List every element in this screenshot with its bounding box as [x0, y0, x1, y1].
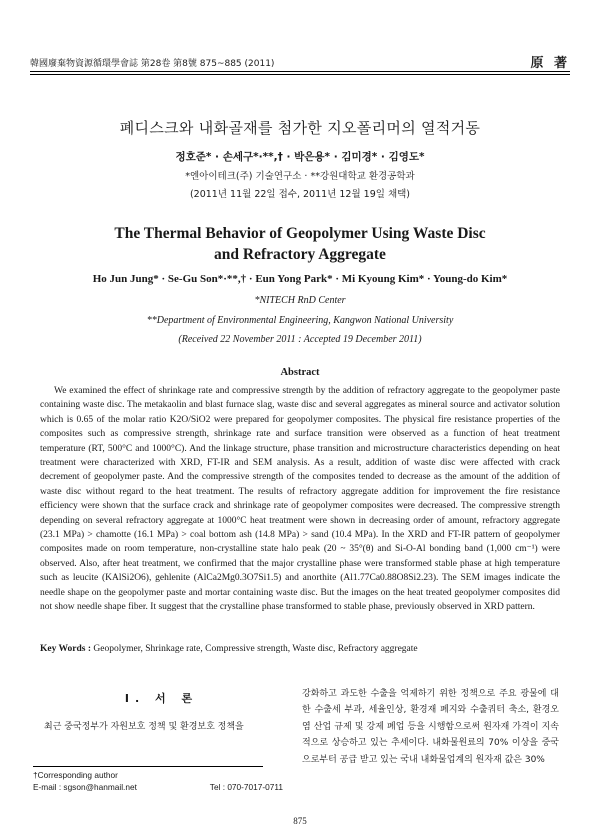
english-affiliation-2: **Department of Environmental Engineering, Kangwon National University [146, 315, 454, 326]
article-type-tag: 原 著 [530, 56, 570, 71]
english-affiliation-1: *NITECH RnD Center [254, 295, 346, 306]
footnote-corresponding-label: †Corresponding author [33, 770, 118, 780]
keywords-list: Geopolymer, Shrinkage rate, Compressive strength, Waste disc, Refractory aggregate [93, 644, 418, 654]
header-rule-thick [30, 71, 570, 72]
running-header [30, 52, 570, 70]
page-number: 875 [293, 816, 307, 826]
footnote-rule [33, 766, 263, 767]
english-received-date: (Received 22 November 2011 : Accepted 19 December 2011) [178, 334, 422, 345]
english-title-line-1: The Thermal Behavior of Geopolymer Using Waste Disc [114, 225, 486, 242]
abstract-heading: Abstract [280, 367, 320, 378]
korean-title: 폐디스크와 내화골재를 첨가한 지오폴리머의 열적거동 [119, 119, 481, 137]
footnote-email: E-mail : sgson@hanmail.net [33, 781, 137, 792]
intro-paragraph-right: 강화하고 과도한 수출을 억제하기 위한 정책으로 주요 광물에 대한 수출세 부과, 세율인상, 환경재 폐지와 수출쿼터 축소, 환경오염 산업 규제 및 강제 폐업 등을 시행함으로써 원자재 가격이 지속적으로 상승하고 있는 추세이다. 내화물원료의 70% 이상을 중국으로부터 공급 받고 있는 국내 내화물업계의 원자재 값은 30% [302, 689, 559, 765]
header-rule-thin [30, 74, 570, 75]
body-left-column [33, 686, 290, 735]
english-authors: Ho Jun Jung* · Se-Gu Son*·**,† · Eun Yong Park* · Mi Kyoung Kim* · Young-do Kim* [92, 273, 508, 285]
abstract-body [40, 384, 560, 615]
section-heading-introduction: I. 서 론 [124, 692, 199, 705]
footnote-telephone: Tel : 070-7017-0711 [209, 781, 283, 792]
keywords [40, 644, 560, 654]
english-title-line-2: and Refractory Aggregate [214, 246, 386, 263]
english-title [30, 223, 570, 265]
corresponding-author-footnote [33, 770, 283, 793]
journal-citation: 韓國廢棄物資源循環學會誌 第28卷 第8號 875~885 (2011) [30, 59, 275, 69]
body-right-column [302, 686, 559, 768]
abstract-text: We examined the effect of shrinkage rate and compressive strength by the addition of refractory aggregate to the geopolymer paste containing waste disc. The metakaolin and blast furnace slag, waste disc and several aggregates as mineral source and activator solution which is 0.65 of the molar ratio K2O/SiO2 were prepared for geopolymer composites. The physical fire resistance properties of the composites such as compressive strength, shrinkage rate and surface transition were observed as a function of heat treatment temperature (RT, 500°C and 1000°C). And the linkage structure, phase transition and microstructure characteristics depending on heat treatment were characterized with XRD, FT-IR and SEM analysis. As a result, addition of waste disc were affected with crack decrement of geopolymer paste. And the compressive strength of the composites tended to decrease as the amount of the addition of waste disc without regard to the heat treatment. The results of refractory aggregate addition for improvement the fire resistance efficiency were shown that the surface crack and shrinkage rate of geopolymer composites were decreased. The compressive strength depending on several refractory aggregate at 1000°C heat treatment were shown in decreasing order of amount, refractory aggregate (23.1 MPa) > chamotte (16.1 MPa) > coal bottom ash (14.8 MPa) > sand (10.4 MPa). In the XRD and FT-IR pattern of geopolymer composites made on room temperature, non-crystalline state halo peak (20 ~ 35°(θ) and Si-O-Al bonding band (1,000 cm⁻¹) were observed. Also, after heat treatment, we confirmed that the major crystalline phase were transformed stable phase at high temperature such as leucite (KAlSi2O6), gehlenite (AlCa2Mg0.3O7Si1.5) and anorthite (Al1.77Ca0.88O8Si2.23). The SEM images indicate the needle shape on the geopolymer paste and mortar containing waste disc. But the images on the heat treated geopolymer composites did not show needle shape fiber. It suggest that the crystalline phase transformed to stable phase, previously observed in XRD pattern. [40, 386, 560, 613]
korean-received-date: (2011년 11월 22일 접수, 2011년 12월 19일 채택) [189, 189, 411, 200]
keywords-label: Key Words : [40, 644, 92, 654]
korean-affiliation: *엔아이테크(주) 기술연구소 · **강원대학교 환경공학과 [185, 171, 415, 182]
intro-paragraph-left: 최근 중국정부가 자원보호 정책 및 환경보호 정책을 [44, 722, 244, 732]
korean-authors: 정호준* · 손세구*·**,† · 박은용* · 김미경* · 김영도* [175, 151, 425, 163]
